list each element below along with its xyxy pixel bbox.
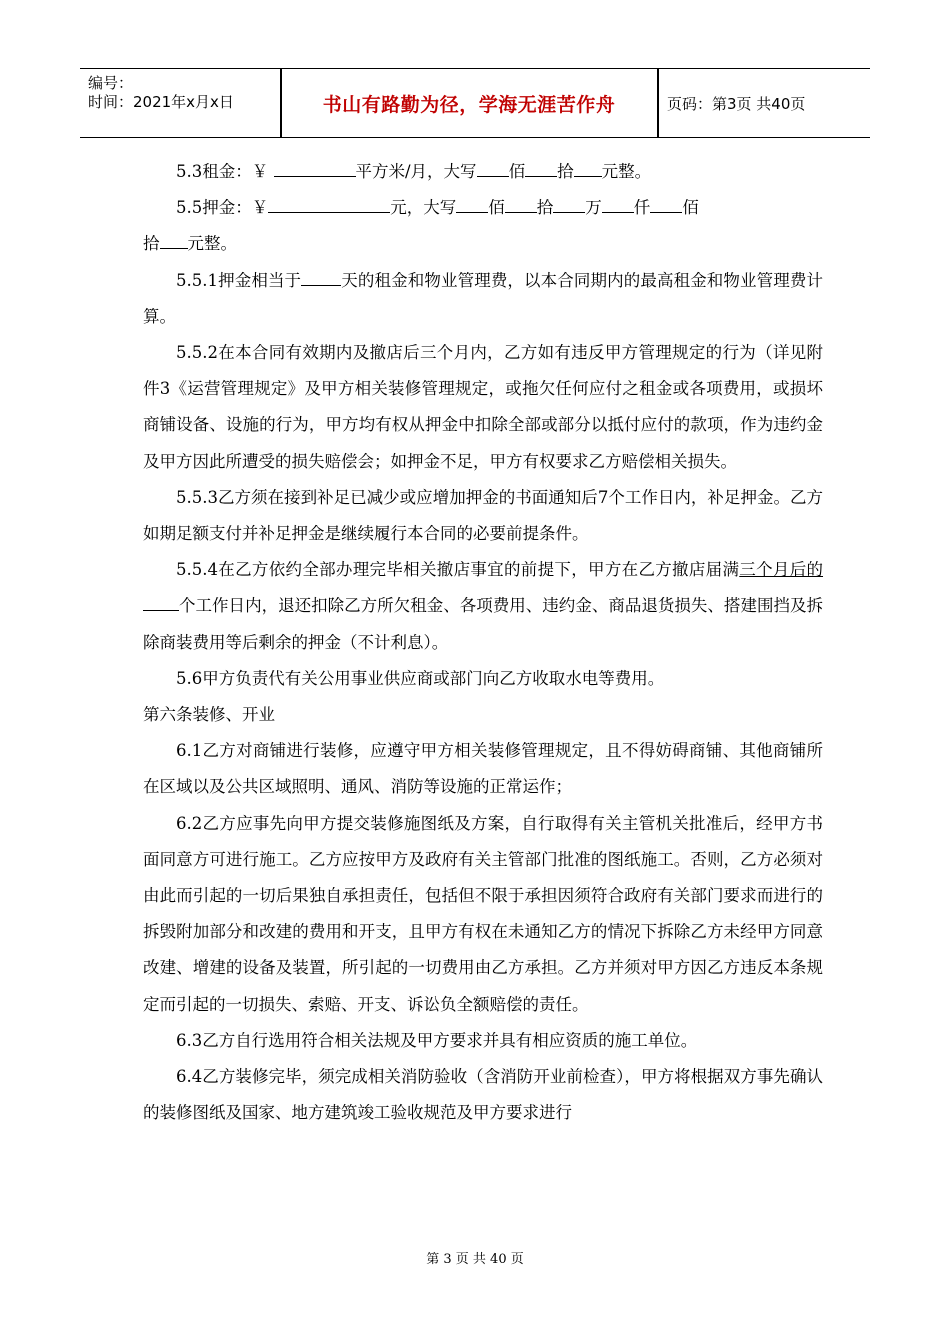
clause-text: 元整。 xyxy=(187,234,237,254)
clause-text: 平方米/月，大写 xyxy=(355,162,477,181)
blank-field xyxy=(650,194,682,213)
blank-field xyxy=(274,158,356,177)
clause-text: 元整。 xyxy=(601,162,652,181)
page-footer: 第 3 页 共 40 页 xyxy=(426,1252,524,1267)
page-label: 页码：第3页 共40页 xyxy=(667,95,806,113)
clause-6-3: 6.3乙方自行选用符合相关法规及甲方要求并具有相应资质的施工单位。 xyxy=(176,1030,698,1050)
article-6-heading: 第六条装修、开业 xyxy=(143,705,275,725)
header-meta-cell xyxy=(80,69,280,137)
clause-text: 个工作日内，退还扣除乙方所欠租金、各项费用、违约金、商品退货损失、搭建围挡及拆除商装费用等后剩余的押金（不计利息）。 xyxy=(143,596,823,652)
blank-field xyxy=(301,267,341,286)
clause-text: 佰 xyxy=(488,198,505,218)
clause-6-4: 6.4乙方装修完毕，须完成相关消防验收（含消防开业前检查），甲方将根据双方事先确认的装修图纸及国家、地方建筑竣工验收规范及甲方要求进行 xyxy=(143,1067,823,1123)
blank-field xyxy=(505,194,537,213)
blank-field xyxy=(525,158,557,177)
clause-text: 佰 xyxy=(682,198,699,218)
header-page-cell xyxy=(659,69,870,137)
clause-text: 5.5押金：￥ xyxy=(176,198,269,218)
blank-field xyxy=(160,230,188,249)
underlined-term: 三个月后的 xyxy=(739,560,824,580)
header-motto: 书山有路勤为径，学海无涯苦作舟 xyxy=(322,93,616,116)
clause-6-1: 6.1乙方对商铺进行装修，应遵守甲方相关装修管理规定，且不得妨碍商铺、其他商铺所在区域以及公共区域照明、通风、消防等设施的正常运作； xyxy=(143,741,823,797)
clause-5-6: 5.6甲方负责代有关公用事业供应商或部门向乙方收取水电等费用。 xyxy=(176,668,665,688)
document-body xyxy=(143,154,823,1131)
clause-text: 拾 xyxy=(557,162,574,181)
clause-text: 拾 xyxy=(536,198,554,218)
blank-field xyxy=(143,592,179,611)
clause-5-5-4 xyxy=(143,552,823,661)
clause-text: 元，大写 xyxy=(390,198,457,218)
header-table xyxy=(80,68,870,138)
clause-5-5 xyxy=(143,190,823,262)
clause-text: 拾 xyxy=(143,234,160,254)
clause-6-2: 6.2乙方应事先向甲方提交装修施图纸及方案，自行取得有关主管机关批准后，经甲方书面同意方可进行施工。乙方应按甲方及政府有关主管部门批准的图纸施工。否则，乙方必须对由此而引起的一切后果独自承担责任，包括但不限于承担因须符合政府有关部门要求而进行的拆毁附加部分和改建的费用和开支，且甲方有权在未通知乙方的情况下拆除乙方未经甲方同意改建、增建的设备及装置，所引起的一切费用由乙方承担。乙方并须对甲方因乙方违反本条规定而引起的一切损失、索赔、开支、诉讼负全额赔偿的责任。 xyxy=(143,813,823,1014)
clause-text: 万 xyxy=(585,198,602,218)
time-label: 时间：2021年x月x日 xyxy=(88,93,234,111)
clause-text: 5.5.1押金相当于 xyxy=(176,270,302,290)
clause-text: 天的租金和物业管理费，以本合同期内的最高租金和物业管理费计算。 xyxy=(143,270,823,326)
blank-field xyxy=(553,194,585,213)
clause-5-5-1 xyxy=(143,263,823,335)
clause-text: 5.5.4在乙方依约全部办理完毕相关撤店事宜的前提下，甲方在乙方撤店届满 xyxy=(176,560,740,580)
blank-field xyxy=(268,194,390,213)
clause-5-5-2: 5.5.2在本合同有效期内及撤店后三个月内，乙方如有违反甲方管理规定的行为（详见附件3《运营管理规定》及甲方相关装修管理规定，或拖欠任何应付之租金或各项费用，或损坏商铺设备、设施的行为，甲方均有权从押金中扣除全部或部分以抵付应付的款项，作为违约金及甲方因此所遭受的损失赔偿会；如押金不足，甲方有权要求乙方赔偿相关损失。 xyxy=(143,343,823,471)
blank-field xyxy=(574,158,602,177)
clause-text: 5.3租金：￥ xyxy=(176,162,274,181)
blank-field xyxy=(456,194,488,213)
clause-text: 仟 xyxy=(633,198,651,218)
clause-5-3 xyxy=(143,154,823,190)
clause-5-5-3: 5.5.3乙方须在接到补足已减少或应增加押金的书面通知后7个工作日内，补足押金。乙方如期足额支付并补足押金是继续履行本合同的必要前提条件。 xyxy=(143,487,823,544)
clause-text: 佰 xyxy=(508,162,526,181)
blank-field xyxy=(602,194,634,213)
blank-field xyxy=(477,158,509,177)
number-label: 编号： xyxy=(88,74,134,92)
